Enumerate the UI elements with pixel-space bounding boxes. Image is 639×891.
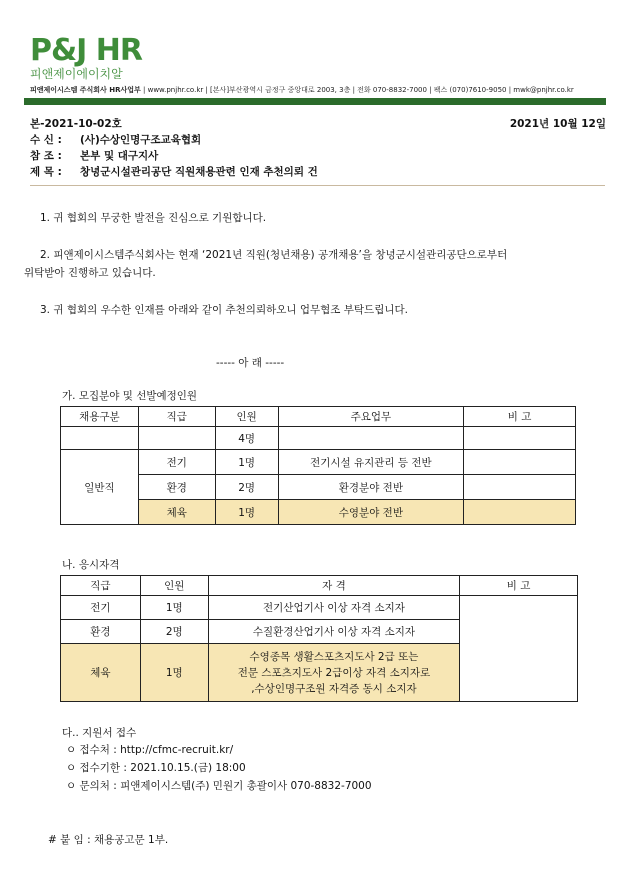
qual-cell xyxy=(208,644,459,702)
rank-cell: 환경 xyxy=(61,620,141,644)
col-header: 비 고 xyxy=(464,407,576,427)
duty-cell: 환경분야 전반 xyxy=(278,475,464,500)
col-header: 비 고 xyxy=(460,576,578,596)
duty-cell: 수영분야 전반 xyxy=(278,500,464,525)
list-item: ㅇ 문의처 : 피앤제이시스템(주) 민원기 총괄이사 070-8832-7000 xyxy=(66,780,372,792)
section-ga-title: 가. 모집분야 및 선발예정인원 xyxy=(62,390,198,402)
qual-cell: 수질환경산업기사 이상 자격 소지자 xyxy=(208,620,459,644)
reference-value: 본부 및 대구지사 xyxy=(80,150,159,162)
attachment-note: # 붙 임 : 채용공고문 1부. xyxy=(48,834,169,846)
company-name: 피앤제이시스템 주식회사 HR사업부 xyxy=(30,86,141,94)
count-cell: 1명 xyxy=(140,596,208,620)
subject-value: 창녕군시설관리공단 직원채용관련 인재 추천의뢰 건 xyxy=(80,166,318,178)
col-header: 직급 xyxy=(61,576,141,596)
rank-cell: 체육 xyxy=(61,644,141,702)
table-cell xyxy=(138,427,215,450)
list-item: ㅇ 접수처 : http://cfmc-recruit.kr/ xyxy=(66,744,234,756)
reference xyxy=(30,148,158,163)
list-item: ㅇ 접수기한 : 2021.10.15.(금) 18:00 xyxy=(66,762,246,774)
count-cell: 2명 xyxy=(140,620,208,644)
subject xyxy=(30,164,318,179)
col-header: 채용구분 xyxy=(61,407,139,427)
table-cell xyxy=(278,427,464,450)
company-logo xyxy=(30,33,142,81)
duty-cell: 전기시설 유지관리 등 전반 xyxy=(278,450,464,475)
doc-number: 본-2021-10-02호 xyxy=(30,118,122,130)
section-na-title: 나. 응시자격 xyxy=(62,559,120,571)
col-header: 인원 xyxy=(140,576,208,596)
col-header: 인원 xyxy=(215,407,278,427)
rank-cell: 체육 xyxy=(138,500,215,525)
letterhead-bar xyxy=(24,98,606,105)
header-divider xyxy=(30,185,605,186)
qual-line: 수영종목 생활스포츠지도사 2급 또는 xyxy=(249,650,419,663)
letterhead-contact xyxy=(30,85,574,95)
below-marker: ----- 아 래 ----- xyxy=(216,357,285,369)
qual-cell: 전기산업기사 이상 자격 소지자 xyxy=(208,596,459,620)
contact-info: | www.pnjhr.co.kr | [본사]부산광역시 금정구 중앙대로 2003, 3층 | 전화 070-8832-7000 | 팩스 (070)7610-9050 | mwk@pnjhr.co.kr xyxy=(140,86,574,94)
qual-line: 전문 스포츠지도사 2급이상 자격 소지자로 xyxy=(237,666,431,679)
logo-text: P&J HR xyxy=(30,33,142,68)
table-cell xyxy=(464,427,576,450)
count-cell: 2명 xyxy=(215,475,278,500)
col-header: 주요업무 xyxy=(278,407,464,427)
recipient-value: (사)수상인명구조교육협회 xyxy=(80,134,202,146)
paragraph-1: 1. 귀 협회의 무궁한 발전을 진심으로 기원합니다. xyxy=(40,212,267,224)
rank-cell: 전기 xyxy=(61,596,141,620)
count-cell: 1명 xyxy=(215,450,278,475)
count-cell: 1명 xyxy=(215,500,278,525)
recipient-key: 수 신 : xyxy=(30,134,62,146)
section-da-title: 다.. 지원서 접수 xyxy=(62,727,137,739)
logo-subtitle: 피앤제이에이치알 xyxy=(30,67,123,81)
note-cell xyxy=(464,450,576,475)
recipient xyxy=(30,132,201,147)
doc-date: 2021년 10월 12일 xyxy=(509,118,606,130)
recruit-table xyxy=(60,406,576,525)
col-header: 자 격 xyxy=(208,576,459,596)
subject-key: 제 목 : xyxy=(30,166,62,178)
col-header: 직급 xyxy=(138,407,215,427)
rank-cell: 환경 xyxy=(138,475,215,500)
total-count: 4명 xyxy=(215,427,278,450)
note-cell xyxy=(460,596,578,702)
reference-key: 참 조 : xyxy=(30,150,62,162)
note-cell xyxy=(464,500,576,525)
table-cell xyxy=(61,427,139,450)
qualification-table xyxy=(60,575,578,702)
group-cell: 일반직 xyxy=(61,450,139,525)
qual-line: ,수상인명구조원 자격증 동시 소지자 xyxy=(251,682,417,695)
rank-cell: 전기 xyxy=(138,450,215,475)
count-cell: 1명 xyxy=(140,644,208,702)
paragraph-2-cont: 위탁받아 진행하고 있습니다. xyxy=(24,267,156,279)
note-cell xyxy=(464,475,576,500)
paragraph-3: 3. 귀 협회의 우수한 인재를 아래와 같이 추천의뢰하오니 업무협조 부탁드립니다. xyxy=(40,304,408,316)
paragraph-2: 2. 피앤제이시스템주식회사는 현재 ‘2021년 직원(청년채용) 공개채용’을 창녕군시설관리공단으로부터 xyxy=(40,249,508,261)
